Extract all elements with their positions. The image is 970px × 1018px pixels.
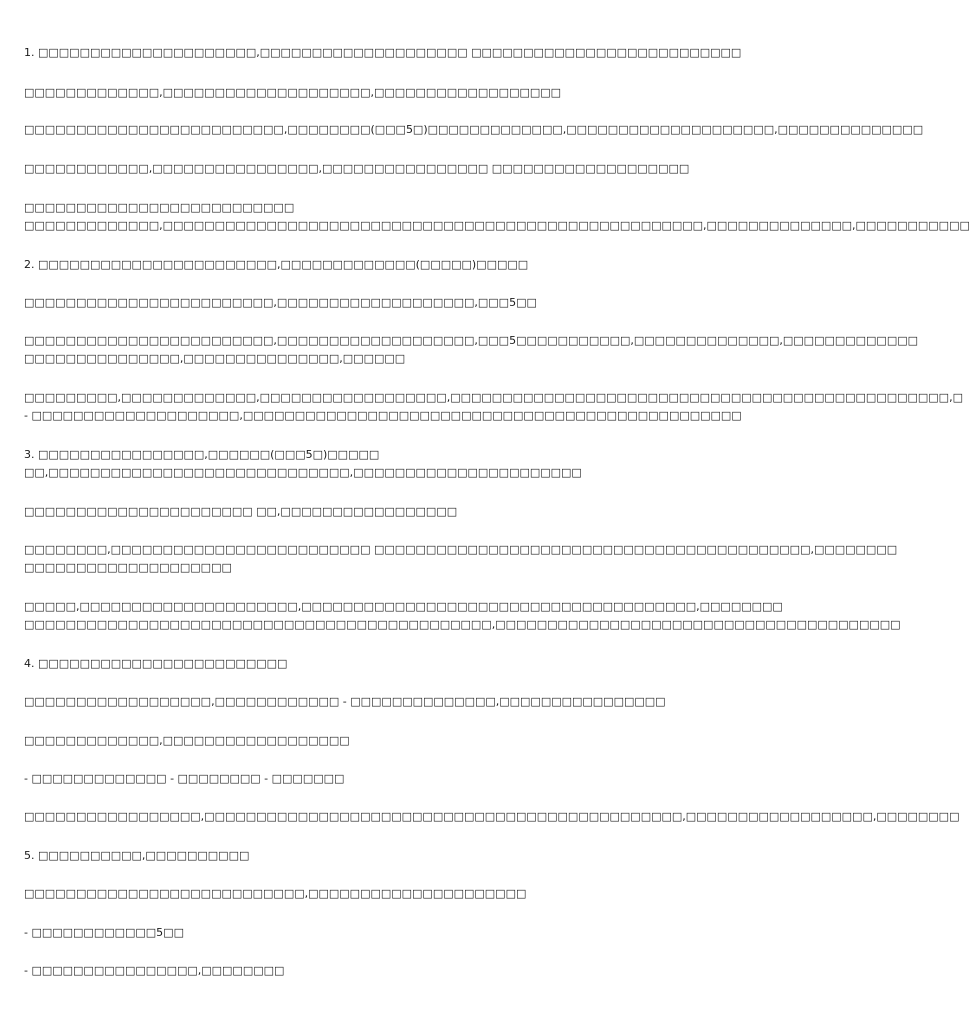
paragraph-3-line-2: □□,□□□□□□□□□□□□□□□□□□□□□□□□□□□□□,□□□□□□□□□□□□□□□□□□□□□□: [24, 466, 582, 479]
paragraph-4-line-5: □□□□□□□□□□□□□□□□□,□□□□□□□□□□□□□□□□□□□□□□□□□□□□□□□□□□□□□□□□□□□□□□,□□□□□□□□□□□□□□□□□□,□□□□□□□□: [24, 810, 960, 823]
paragraph-4-line-2: □□□□□□□□□□□□□□□□□□,□□□□□□□□□□□□ - □□□□□□□□□□□□□□,□□□□□□□□□□□□□□□□: [24, 695, 666, 708]
paragraph-2-heading: 2. □□□□□□□□□□□□□□□□□□□□□□□,□□□□□□□□□□□□□(□□□□□)□□□□□: [24, 258, 529, 271]
paragraph-2-line-5: □□□□□□□□□,□□□□□□□□□□□□□,□□□□□□□□□□□□□□□□□□,□□□□□□□□□□□□□□□□□□□□□□□□□□□□□□□□□□□□□□□□□□□□□□□□,□: [24, 391, 963, 404]
paragraph-3-line-3: □□□□□□□□□□□□□□□□□□□□□□ □□,□□□□□□□□□□□□□□□□□: [24, 505, 458, 518]
paragraph-4-heading: 4. □□□□□□□□□□□□□□□□□□□□□□□□: [24, 657, 288, 670]
paragraph-2-bullet: - □□□□□□□□□□□□□□□□□□□□,□□□□□□□□□□□□□□□□□□□□□□□□□□□□□□□□□□□□□□□□□□□□□□□□: [24, 409, 742, 422]
paragraph-3-line-5: □□□□□□□□□□□□□□□□□□□□: [24, 561, 232, 574]
paragraph-1-line-2: □□□□□□□□□□□□□,□□□□□□□□□□□□□□□□□□□□,□□□□□□□□□□□□□□□□□□: [24, 86, 562, 99]
paragraph-3-line-4: □□□□□□□□,□□□□□□□□□□□□□□□□□□□□□□□□□ □□□□□□□□□□□□□□□□□□□□□□□□□□□□□□□□□□□□□□□□□□,□□□□□□□□: [24, 543, 898, 556]
paragraph-4-bullets: - □□□□□□□□□□□□□ - □□□□□□□□ - □□□□□□□: [24, 772, 345, 785]
paragraph-3-line-7: □□□□□□□□□□□□□□□□□□□□□□□□□□□□□□□□□□□□□□□□□□□□□,□□□□□□□□□□□□□□□□□□□□□□□□□□□□□□□□□□□□□□□: [24, 618, 901, 631]
paragraph-1-line-4: □□□□□□□□□□□□,□□□□□□□□□□□□□□□□,□□□□□□□□□□□□□□□□ □□□□□□□□□□□□□□□□□□□: [24, 162, 690, 175]
paragraph-1-line-5: □□□□□□□□□□□□□□□□□□□□□□□□□□: [24, 201, 295, 214]
paragraph-5-heading: 5. □□□□□□□□□□,□□□□□□□□□□: [24, 849, 250, 862]
paragraph-2-line-4: □□□□□□□□□□□□□□□,□□□□□□□□□□□□□□□,□□□□□□: [24, 352, 406, 365]
paragraph-5-bullet-1: - □□□□□□□□□□□□5□□: [24, 926, 184, 939]
paragraph-5-bullet-2: - □□□□□□□□□□□□□□□□,□□□□□□□□: [24, 964, 285, 977]
paragraph-5-line-2: □□□□□□□□□□□□□□□□□□□□□□□□□□□,□□□□□□□□□□□□□□□□□□□□□: [24, 887, 527, 900]
paragraph-1-line-6: □□□□□□□□□□□□□,□□□□□□□□□□□□□□□□□□□□□□□□□□□□□□□□□□□□□□□□□□□□□□□□□□□□,□□□□□□□□□□□□□□,□□□□□□□□□□□: [24, 219, 970, 232]
paragraph-1-heading: 1. □□□□□□□□□□□□□□□□□□□□□,□□□□□□□□□□□□□□□□□□□□ □□□□□□□□□□□□□□□□□□□□□□□□□□: [24, 46, 742, 59]
paragraph-1-line-3: □□□□□□□□□□□□□□□□□□□□□□□□□,□□□□□□□□(□□□5□)□□□□□□□□□□□□□,□□□□□□□□□□□□□□□□□□□□,□□□□□□□□□□□□□□: [24, 123, 924, 136]
paragraph-3-line-6: □□□□□,□□□□□□□□□□□□□□□□□□□□□,□□□□□□□□□□□□□□□□□□□□□□□□□□□□□□□□□□□□□□,□□□□□□□□: [24, 600, 783, 613]
paragraph-3-heading: 3. □□□□□□□□□□□□□□□□,□□□□□□(□□□5□)□□□□□: [24, 448, 380, 461]
paragraph-4-line-3: □□□□□□□□□□□□□,□□□□□□□□□□□□□□□□□□: [24, 734, 350, 747]
paragraph-2-line-3: □□□□□□□□□□□□□□□□□□□□□□□□,□□□□□□□□□□□□□□□□□□□,□□□5□□□□□□□□□□□,□□□□□□□□□□□□□□,□□□□□□□□□□□□□: [24, 334, 919, 347]
paragraph-2-line-2: □□□□□□□□□□□□□□□□□□□□□□□□,□□□□□□□□□□□□□□□□□□□,□□□5□□: [24, 296, 537, 309]
